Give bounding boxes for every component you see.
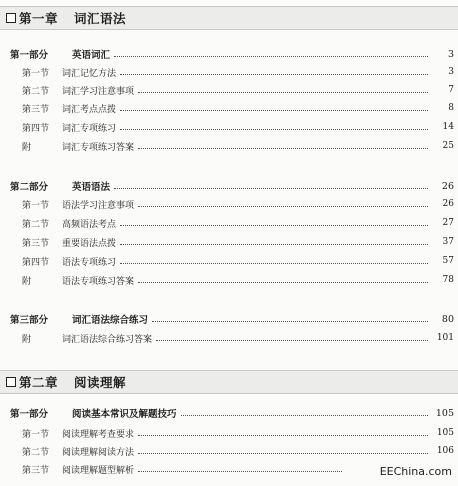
dot-leader xyxy=(138,206,428,207)
toc-entry[interactable]: 第二节 词汇学习注意事项 7 xyxy=(22,85,454,97)
dot-leader xyxy=(114,188,428,189)
dot-leader xyxy=(138,92,428,93)
toc-entry[interactable]: 第二节 高频语法考点 27 xyxy=(22,218,454,230)
dot-leader xyxy=(120,129,428,130)
toc-part-entry[interactable]: 第一部分 英语词汇 3 xyxy=(10,48,454,61)
dot-leader xyxy=(138,282,428,283)
square-icon xyxy=(6,377,16,387)
chapter-title: 第二章 阅读理解 xyxy=(19,375,127,390)
dot-leader xyxy=(156,340,428,341)
dot-leader xyxy=(120,244,428,245)
square-icon xyxy=(6,13,16,23)
dot-leader xyxy=(138,148,428,149)
toc-entry[interactable]: 第一节 语法学习注意事项 26 xyxy=(22,199,454,211)
toc-entry[interactable]: 第一节 阅读理解考查要求 105 xyxy=(22,428,454,440)
toc-entry[interactable]: 第四节 语法专项练习 57 xyxy=(22,256,454,268)
toc-entry[interactable]: 第三节 阅读理解题型解析 xyxy=(0,461,458,477)
dot-leader xyxy=(138,435,428,436)
dot-leader xyxy=(138,453,428,454)
dot-leader xyxy=(120,225,428,226)
dot-leader xyxy=(120,263,428,264)
toc-part-entry[interactable]: 第二部分 英语语法 26 xyxy=(10,180,454,193)
toc-entry[interactable]: 第三节 词汇考点点拨 8 xyxy=(22,103,454,115)
toc-entry[interactable]: 第三节 重要语法点拨 37 xyxy=(22,237,454,249)
dot-leader xyxy=(120,110,428,111)
dot-leader xyxy=(120,74,428,75)
dot-leader xyxy=(152,321,428,322)
toc-entry[interactable]: 第一节 词汇记忆方法 3 xyxy=(22,67,454,79)
chapter-heading xyxy=(0,370,458,394)
chapter-title: 第一章 词汇语法 xyxy=(19,11,127,26)
dot-leader xyxy=(138,471,342,472)
toc-part-entry[interactable]: 第三部分 词汇语法综合练习 80 xyxy=(10,313,454,326)
dot-leader xyxy=(181,415,428,416)
toc-entry[interactable]: 第二节 阅读理解阅读方法 106 xyxy=(22,446,454,458)
toc-entry[interactable]: 附 词汇专项练习答案 25 xyxy=(22,141,454,153)
toc-entry[interactable]: 附 语法专项练习答案 78 xyxy=(22,275,454,287)
watermark: EEChina.com xyxy=(379,465,452,478)
toc-part-entry[interactable]: 第一部分 阅读基本常识及解题技巧 105 xyxy=(10,407,454,420)
dot-leader xyxy=(114,56,428,57)
toc-entry[interactable]: 第四节 词汇专项练习 14 xyxy=(22,122,454,134)
toc-entry[interactable]: 附 词汇语法综合练习答案 101 xyxy=(22,333,454,345)
chapter-heading xyxy=(0,6,458,30)
